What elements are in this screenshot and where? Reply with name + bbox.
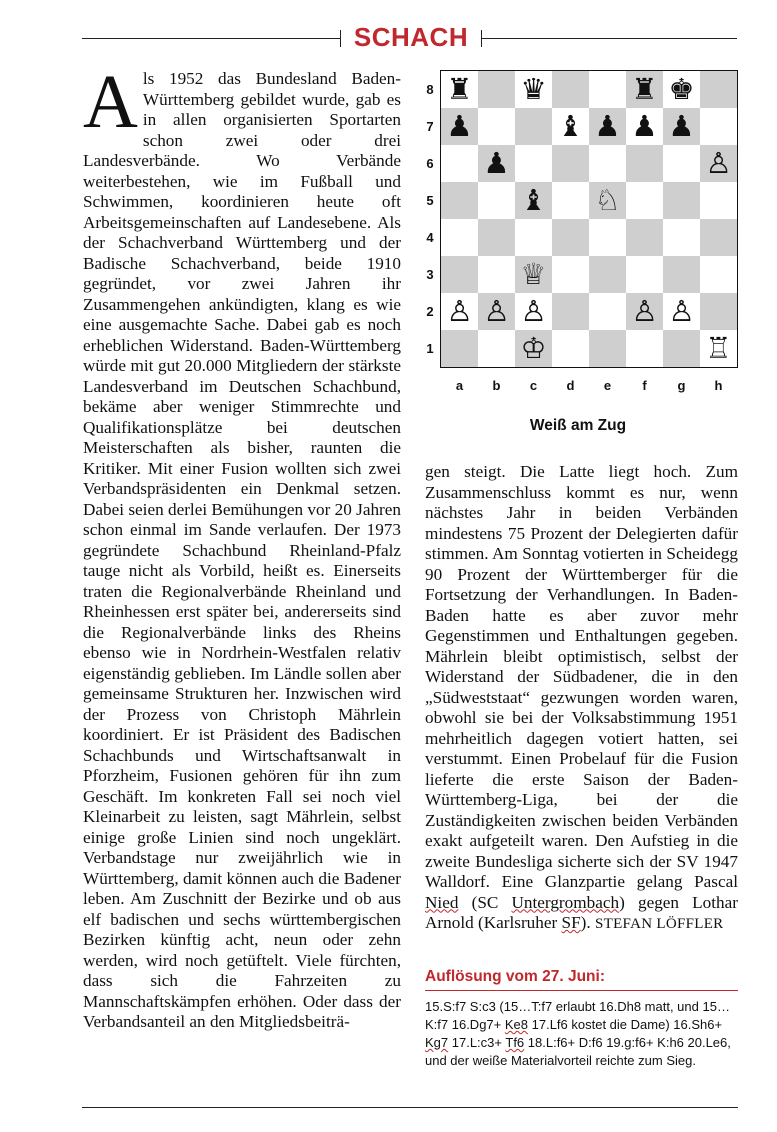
- square-f6: [626, 145, 663, 182]
- square-e7: [589, 108, 626, 145]
- white-pawn-icon: ♙: [446, 294, 473, 328]
- rank-label: 4: [426, 230, 434, 245]
- club-name-untergrombach: Untergrombach: [511, 892, 620, 912]
- square-a8: [441, 71, 478, 108]
- square-g7: [663, 108, 700, 145]
- square-d6: [552, 145, 589, 182]
- solution-move-ke8: Ke8: [504, 1017, 529, 1032]
- square-e1: [589, 330, 626, 367]
- header-rule-right: [482, 38, 737, 39]
- white-pawn-icon: ♙: [705, 146, 732, 180]
- square-c1: [515, 330, 552, 367]
- square-h1: [700, 330, 737, 367]
- file-label: h: [714, 378, 723, 393]
- black-rook-icon: ♜: [631, 72, 658, 106]
- square-e3: [589, 256, 626, 293]
- black-pawn-icon: ♟: [483, 146, 510, 180]
- black-pawn-icon: ♟: [594, 109, 621, 143]
- author-byline: STEFAN LÖFFLER: [594, 916, 724, 932]
- square-h4: [700, 219, 737, 256]
- player-name-nied: Nied: [425, 892, 459, 912]
- solution-title: Auflösung vom 27. Juni:: [425, 968, 605, 985]
- square-e4: [589, 219, 626, 256]
- black-queen-icon: ♛: [520, 72, 547, 106]
- square-d8: [552, 71, 589, 108]
- square-f7: [626, 108, 663, 145]
- file-label: a: [455, 378, 464, 393]
- square-g5: [663, 182, 700, 219]
- header-rule-left-end: [340, 30, 341, 47]
- square-b8: [478, 71, 515, 108]
- article-column-right: [425, 462, 738, 935]
- square-b7: [478, 108, 515, 145]
- black-pawn-icon: ♟: [631, 109, 658, 143]
- square-d4: [552, 219, 589, 256]
- square-h7: [700, 108, 737, 145]
- square-f8: [626, 71, 663, 108]
- article-text-right: gen steigt. Die Latte liegt hoch. Zum Zusammenschluss kommt es nur, wenn nächstes Jahr in beiden Verbänden mindestens 75 Prozent der Delegierten dafür stimmen. Am Sonntag votierten in Scheidegg 90 Prozent der Württemberger für die Fortsetzung der Verhandlungen. In Baden-Baden hatte es aber zuvor mehr Gegenstimmen und Enthaltungen gegeben. Mährlein bleibt optimistisch, selbst der Widerstand der Südbadener, die in den „Südweststaat“ gezwungen worden waren, obwohl sie bei der Volksabstimmung 1951 mehrheitlich dagegen votiert hatten, sei verstummt. Einen Probelauf für die Fusion lieferte die erste Saison der Baden-Württemberg-Liga, bei der die Zuständigkeiten zwischen beiden Verbänden exakt aufgeteilt waren. Den Aufstieg in die zweite Bundesliga sicherte sich der SV 1947 Walldorf. Eine Glanzpartie gelang Pascal: [425, 462, 738, 891]
- square-d5: [552, 182, 589, 219]
- square-b1: [478, 330, 515, 367]
- square-a6: [441, 145, 478, 182]
- square-a3: [441, 256, 478, 293]
- white-knight-icon: ♘: [594, 183, 621, 217]
- black-bishop-icon: ♝: [557, 109, 584, 143]
- rank-label: 6: [426, 156, 434, 171]
- square-f1: [626, 330, 663, 367]
- black-pawn-icon: ♟: [446, 109, 473, 143]
- file-label: g: [677, 378, 686, 393]
- white-rook-icon: ♖: [705, 331, 732, 365]
- solution-text: [425, 998, 738, 1070]
- square-b4: [478, 219, 515, 256]
- square-f4: [626, 219, 663, 256]
- diagram-caption: Weiß am Zug: [529, 417, 627, 434]
- article-text-right-2: (SC: [458, 892, 512, 912]
- square-d1: [552, 330, 589, 367]
- chess-board: [440, 70, 738, 368]
- square-e6: [589, 145, 626, 182]
- rank-label: 7: [426, 119, 434, 134]
- rank-label: 8: [426, 82, 434, 97]
- square-c4: [515, 219, 552, 256]
- square-d2: [552, 293, 589, 330]
- rank-label: 2: [426, 304, 434, 319]
- square-f5: [626, 182, 663, 219]
- white-pawn-icon: ♙: [668, 294, 695, 328]
- square-d3: [552, 256, 589, 293]
- solution-rule: [425, 990, 738, 991]
- square-c5: [515, 182, 552, 219]
- file-label: b: [492, 378, 501, 393]
- solution-move-tf6: Tf6: [505, 1035, 525, 1050]
- file-label: c: [529, 378, 538, 393]
- white-pawn-icon: ♙: [631, 294, 658, 328]
- white-pawn-icon: ♙: [520, 294, 547, 328]
- white-queen-icon: ♕: [520, 257, 547, 291]
- black-pawn-icon: ♟: [668, 109, 695, 143]
- section-title: SCHACH: [353, 22, 469, 52]
- solution-part-2: 17.Lf6 kostet die Dame) 16.Sh6+: [528, 1017, 723, 1032]
- square-g8: [663, 71, 700, 108]
- black-bishop-icon: ♝: [520, 183, 547, 217]
- header-rule-left: [82, 38, 340, 39]
- rank-label: 3: [426, 267, 434, 282]
- club-abbrev-sf: SF: [561, 913, 581, 932]
- file-label: e: [603, 378, 612, 393]
- square-f3: [626, 256, 663, 293]
- article-column-left: [83, 60, 401, 1033]
- square-b5: [478, 182, 515, 219]
- square-b3: [478, 256, 515, 293]
- square-a7: [441, 108, 478, 145]
- square-a2: [441, 293, 478, 330]
- square-f2: [626, 293, 663, 330]
- square-d7: [552, 108, 589, 145]
- square-a5: [441, 182, 478, 219]
- square-g1: [663, 330, 700, 367]
- square-g4: [663, 219, 700, 256]
- solution-part-1: 15.S:f7 S:c3 (15…T:f7 erlaubt 16.Dh8 matt, und 15…K:f7 16.Dg7+: [425, 999, 730, 1032]
- square-e8: [589, 71, 626, 108]
- square-e5: [589, 182, 626, 219]
- white-king-icon: ♔: [520, 331, 547, 365]
- rank-label: 1: [426, 341, 434, 356]
- square-g6: [663, 145, 700, 182]
- square-b2: [478, 293, 515, 330]
- square-g2: [663, 293, 700, 330]
- square-a4: [441, 219, 478, 256]
- square-h2: [700, 293, 737, 330]
- white-pawn-icon: ♙: [483, 294, 510, 328]
- square-c3: [515, 256, 552, 293]
- square-e2: [589, 293, 626, 330]
- square-h8: [700, 71, 737, 108]
- article-text-right-3: ) gegen Lothar Arnold (Karlsruher: [425, 892, 738, 932]
- square-c8: [515, 71, 552, 108]
- article-text-left: ls 1952 das Bundesland Baden-Württemberg gebildet wurde, gab es in allen organisierten Sportarten schon zwei oder drei Landesverbände. Wo Verbände weiterbestehen, wie im Fußball und Schwimmen, koordinieren heute oft Arbeitsgemeinschaften auf Landesebene. Als der Schachverband Württemberg und der Badische Schachverband, beide 1910 gegründet, vor zwei Jahren ihr Zusammengehen ankündigten, klang es wie eine ausgemachte Sache. Dabei gab es noch erheblichen Widerstand. Baden-Württemberg würde mit gut 20.000 Mitgliedern der stärkste Landesverband im Deutschen Schachbund, bekäme aber weniger Stimmrechte und Qualifikationsplätze bei deutschen Meisterschaften als bisher, raunten die Kritiker. Mit einer Fusion wollten sich zwei Verbandspräsidenten ein Denkmal setzen. Dabei seien derlei Bemühungen vor 20 Jahren schon einmal im Sande verlaufen. Der 1973 gegründete Schachbund Rheinland-Pfalz tauge nicht als Vorbild, heißt es. Einerseits traten die Regionalverbände Rheinland und Rheinhessen erst später bei, andererseits sind die Regionalverbände links des Rheins ebenso wie in Nordrhein-Westfalen relativ eigenständig geblieben. Im Ländle sollen aber gemeinsame Strukturen her. Inzwischen wird der Prozess von Christoph Mährlein koordiniert. Er ist Präsident des Badischen Schachbunds und Wirtschaftsanwalt in Pforzheim, Fusionen gehören für ihn zum Geschäft. Im konkreten Fall sei noch viel Kleinarbeit zu leisten, sagt Mährlein, selbst einige große Linien sind noch ungeklärt. Verbandstage nur zweijährlich wie in Württemberg, damit können auch die Badener leben. Am Zuschnitt der Bezirke und ob aus elf badischen und sechs württembergischen Bezirken künftig acht, neun oder zehn werden, wird noch getüftelt. Viele fürchten, dass sich die Fahrzeiten zu Mannschaftskämpfen erhöhen. Oder dass der Verbandsanteil an den Mitgliedsbeiträ-: [83, 69, 401, 1031]
- file-label: d: [566, 378, 575, 393]
- square-b6: [478, 145, 515, 182]
- square-g3: [663, 256, 700, 293]
- square-h5: [700, 182, 737, 219]
- file-label: f: [642, 378, 647, 393]
- solution-move-kg7: Kg7: [425, 1035, 449, 1050]
- square-h6: [700, 145, 737, 182]
- solution-part-3: 17.L:c3+: [448, 1035, 506, 1050]
- drop-cap: A: [83, 60, 138, 144]
- square-c6: [515, 145, 552, 182]
- square-c7: [515, 108, 552, 145]
- square-c2: [515, 293, 552, 330]
- black-rook-icon: ♜: [446, 72, 473, 106]
- square-h3: [700, 256, 737, 293]
- chess-diagram: [418, 70, 738, 400]
- footer-rule: [82, 1107, 738, 1108]
- solution-part-4: 18.L:f6+ D:f6 19.g:f6+ K:h6 20.Le6, und der weiße Materialvorteil reichte zum Sieg.: [425, 1035, 731, 1068]
- article-text-right-4: ).: [580, 913, 595, 932]
- black-king-icon: ♚: [668, 72, 695, 106]
- square-a1: [441, 330, 478, 367]
- rank-label: 5: [426, 193, 434, 208]
